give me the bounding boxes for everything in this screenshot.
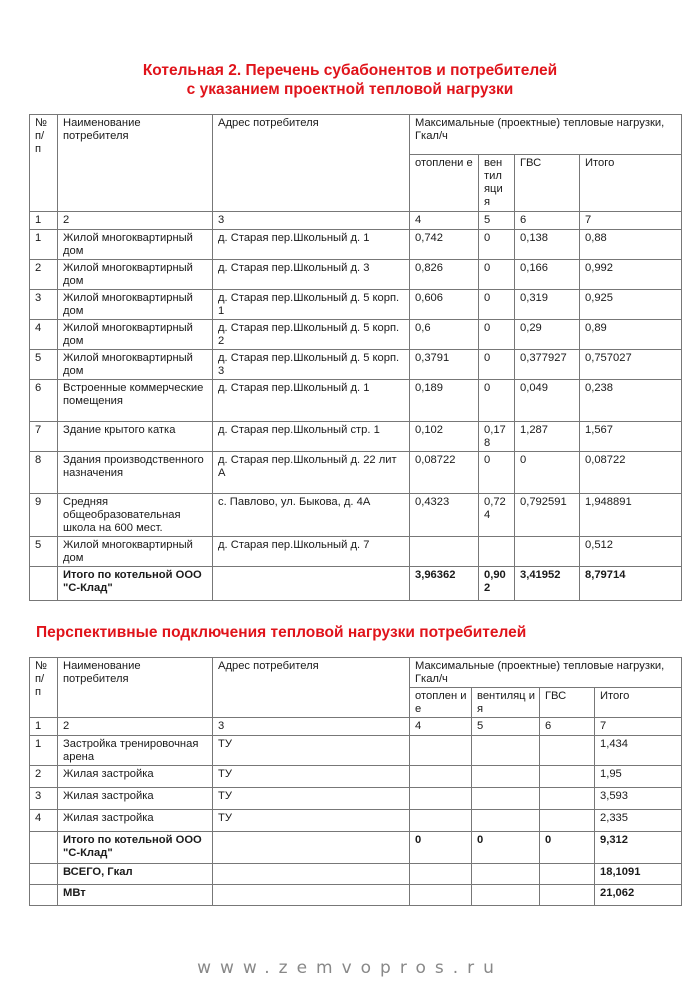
cell-num: 9	[30, 494, 58, 537]
header-address: Адрес потребителя	[213, 658, 410, 718]
total-heating: 3,96362	[410, 567, 479, 601]
col-number: 5	[472, 718, 540, 736]
table-row	[30, 290, 682, 320]
cell-heating: 0,3791	[410, 350, 479, 380]
col-number: 7	[595, 718, 682, 736]
section1-title	[0, 61, 700, 99]
cell-address: д. Старая пер.Школьный д. 22 лит А	[213, 452, 410, 494]
cell-num: 1	[30, 230, 58, 260]
consumers-table	[29, 114, 682, 601]
table-row	[30, 452, 682, 494]
total-hws: 0	[540, 832, 595, 864]
mw-label: МВт	[58, 885, 213, 906]
header-loads: Максимальные (проектные) тепловые нагрузки, Гкал/ч	[410, 658, 682, 688]
cell-hws: 0,049	[515, 380, 580, 422]
cell-ventilation: 0	[479, 350, 515, 380]
empty-cell	[540, 864, 595, 885]
table-row	[30, 494, 682, 537]
header-name: Наименование потребителя	[58, 658, 213, 718]
total-heating: 0	[410, 832, 472, 864]
cell-heating: 0,826	[410, 260, 479, 290]
col-number: 1	[30, 212, 58, 230]
cell-hws	[540, 788, 595, 810]
cell-address: ТУ	[213, 788, 410, 810]
total-ventilation: 0,902	[479, 567, 515, 601]
col-number: 3	[213, 212, 410, 230]
cell-total: 0,925	[580, 290, 682, 320]
col-number: 3	[213, 718, 410, 736]
cell-heating	[410, 788, 472, 810]
cell-total: 0,757027	[580, 350, 682, 380]
cell-total: 1,567	[580, 422, 682, 452]
cell-address: с. Павлово, ул. Быкова, д. 4А	[213, 494, 410, 537]
table-row	[30, 788, 682, 810]
header-hws: ГВС	[540, 688, 595, 718]
column-numbers-row	[30, 212, 682, 230]
cell-heating: 0,102	[410, 422, 479, 452]
cell-hws: 0,166	[515, 260, 580, 290]
cell-num: 2	[30, 766, 58, 788]
col-number: 6	[515, 212, 580, 230]
col-number: 2	[58, 718, 213, 736]
cell-heating: 0,606	[410, 290, 479, 320]
cell-address: д. Старая пер.Школьный д. 7	[213, 537, 410, 567]
watermark: www.zemvopros.ru	[197, 958, 503, 978]
cell-ventilation	[472, 788, 540, 810]
col-number: 4	[410, 718, 472, 736]
section1-title-line1: Котельная 2. Перечень субабонентов и потребителей	[142, 62, 558, 79]
grand-total-label: ВСЕГО, Гкал	[58, 864, 213, 885]
total-label: Итого по котельной ООО "С-Клад"	[58, 567, 213, 601]
cell-ventilation	[479, 537, 515, 567]
total-total: 9,312	[595, 832, 682, 864]
cell-ventilation: 0	[479, 452, 515, 494]
cell-name: Жилая застройка	[58, 810, 213, 832]
table-row	[30, 320, 682, 350]
cell-total: 0,992	[580, 260, 682, 290]
cell-ventilation: 0	[479, 260, 515, 290]
cell-total: 2,335	[595, 810, 682, 832]
table-row	[30, 350, 682, 380]
grand-total-row	[30, 864, 682, 885]
cell-name: Встроенные коммерческие помещения	[58, 380, 213, 422]
cell-name: Здания производственного назначения	[58, 452, 213, 494]
cell-ventilation	[472, 766, 540, 788]
cell-num: 4	[30, 810, 58, 832]
col-number: 1	[30, 718, 58, 736]
total-num	[30, 832, 58, 864]
table-row	[30, 260, 682, 290]
cell-heating	[410, 736, 472, 766]
cell-address: ТУ	[213, 766, 410, 788]
cell-address: д. Старая пер.Школьный д. 1	[213, 380, 410, 422]
cell-address: д. Старая пер.Школьный д. 1	[213, 230, 410, 260]
cell-num: 7	[30, 422, 58, 452]
col-number: 6	[540, 718, 595, 736]
cell-heating	[410, 810, 472, 832]
header-heating: отоплени е	[410, 155, 479, 212]
table-row	[30, 422, 682, 452]
cell-address: ТУ	[213, 736, 410, 766]
header-heating: отоплен ие	[410, 688, 472, 718]
cell-total: 0,238	[580, 380, 682, 422]
header-address: Адрес потребителя	[213, 115, 410, 212]
total-hws: 3,41952	[515, 567, 580, 601]
cell-heating: 0,742	[410, 230, 479, 260]
cell-ventilation: 0,724	[479, 494, 515, 537]
cell-num: 6	[30, 380, 58, 422]
cell-address: ТУ	[213, 810, 410, 832]
cell-total: 1,948891	[580, 494, 682, 537]
header-total: Итого	[595, 688, 682, 718]
cell-num: 3	[30, 788, 58, 810]
cell-total: 1,95	[595, 766, 682, 788]
empty-cell	[540, 885, 595, 906]
col-number: 5	[479, 212, 515, 230]
cell-num: 1	[30, 736, 58, 766]
cell-hws	[515, 537, 580, 567]
table-row	[30, 230, 682, 260]
cell-hws: 0,138	[515, 230, 580, 260]
cell-name: Жилой многоквартирный дом	[58, 290, 213, 320]
section2-title: Перспективные подключения тепловой нагрузки потребителей	[36, 624, 527, 641]
col-number: 7	[580, 212, 682, 230]
cell-total: 1,434	[595, 736, 682, 766]
cell-name: Жилой многоквартирный дом	[58, 230, 213, 260]
cell-heating: 0,08722	[410, 452, 479, 494]
cell-name: Застройка тренировочная арена	[58, 736, 213, 766]
empty-cell	[213, 864, 410, 885]
cell-num: 3	[30, 290, 58, 320]
cell-total: 0,88	[580, 230, 682, 260]
header-loads: Максимальные (проектные) тепловые нагрузки, Гкал/ч	[410, 115, 682, 155]
column-numbers-row	[30, 718, 682, 736]
table-row	[30, 810, 682, 832]
cell-heating	[410, 537, 479, 567]
col-number: 4	[410, 212, 479, 230]
cell-name: Жилой многоквартирный дом	[58, 350, 213, 380]
total-row	[30, 832, 682, 864]
prospective-table	[29, 657, 682, 906]
cell-hws: 0	[515, 452, 580, 494]
empty-cell	[213, 885, 410, 906]
cell-total: 3,593	[595, 788, 682, 810]
cell-name: Жилой многоквартирный дом	[58, 320, 213, 350]
header-hws: ГВС	[515, 155, 580, 212]
cell-ventilation	[472, 810, 540, 832]
empty-cell	[472, 864, 540, 885]
cell-address: д. Старая пер.Школьный д. 5 корп. 3	[213, 350, 410, 380]
table-row	[30, 766, 682, 788]
cell-total: 0,512	[580, 537, 682, 567]
cell-hws	[540, 766, 595, 788]
mw-row	[30, 885, 682, 906]
cell-hws: 0,377927	[515, 350, 580, 380]
cell-heating: 0,189	[410, 380, 479, 422]
cell-address: д. Старая пер.Школьный д. 5 корп. 2	[213, 320, 410, 350]
total-label: Итого по котельной ООО "С-Клад"	[58, 832, 213, 864]
cell-ventilation: 0	[479, 380, 515, 422]
cell-num: 4	[30, 320, 58, 350]
cell-name: Жилая застройка	[58, 766, 213, 788]
header-total: Итого	[580, 155, 682, 212]
cell-num: 2	[30, 260, 58, 290]
cell-ventilation	[472, 736, 540, 766]
total-ventilation: 0	[472, 832, 540, 864]
cell-name: Жилой многоквартирный дом	[58, 537, 213, 567]
header-ventilation: вен тил яци я	[479, 155, 515, 212]
total-address	[213, 567, 410, 601]
cell-ventilation: 0	[479, 230, 515, 260]
cell-total: 0,08722	[580, 452, 682, 494]
cell-num: 5	[30, 537, 58, 567]
header-num: № п/ п	[30, 115, 58, 212]
cell-total: 0,89	[580, 320, 682, 350]
header-name: Наименование потребителя	[58, 115, 213, 212]
cell-hws	[540, 736, 595, 766]
section1-title-line2: с указанием проектной тепловой нагрузки	[186, 81, 514, 98]
total-total: 8,79714	[580, 567, 682, 601]
cell-address: д. Старая пер.Школьный д. 3	[213, 260, 410, 290]
cell-ventilation: 0,178	[479, 422, 515, 452]
cell-num: 8	[30, 452, 58, 494]
cell-address: д. Старая пер.Школьный стр. 1	[213, 422, 410, 452]
empty-cell	[472, 885, 540, 906]
cell-ventilation: 0	[479, 290, 515, 320]
header-num: № п/ п	[30, 658, 58, 718]
cell-hws: 0,319	[515, 290, 580, 320]
cell-name: Средняя общеобразовательная школа на 600 мест.	[58, 494, 213, 537]
empty-cell	[30, 885, 58, 906]
table-row	[30, 736, 682, 766]
col-number: 2	[58, 212, 213, 230]
cell-heating: 0,4323	[410, 494, 479, 537]
cell-name: Жилая застройка	[58, 788, 213, 810]
cell-hws	[540, 810, 595, 832]
cell-name: Жилой многоквартирный дом	[58, 260, 213, 290]
cell-ventilation: 0	[479, 320, 515, 350]
cell-num: 5	[30, 350, 58, 380]
header-ventilation: вентиляц ия	[472, 688, 540, 718]
cell-name: Здание крытого катка	[58, 422, 213, 452]
mw-value: 21,062	[595, 885, 682, 906]
cell-heating	[410, 766, 472, 788]
cell-address: д. Старая пер.Школьный д. 5 корп. 1	[213, 290, 410, 320]
empty-cell	[30, 864, 58, 885]
cell-hws: 0,792591	[515, 494, 580, 537]
total-address	[213, 832, 410, 864]
cell-hws: 0,29	[515, 320, 580, 350]
cell-heating: 0,6	[410, 320, 479, 350]
table-row	[30, 380, 682, 422]
empty-cell	[410, 885, 472, 906]
total-row	[30, 567, 682, 601]
table-row	[30, 537, 682, 567]
empty-cell	[410, 864, 472, 885]
total-num	[30, 567, 58, 601]
cell-hws: 1,287	[515, 422, 580, 452]
grand-total-value: 18,1091	[595, 864, 682, 885]
